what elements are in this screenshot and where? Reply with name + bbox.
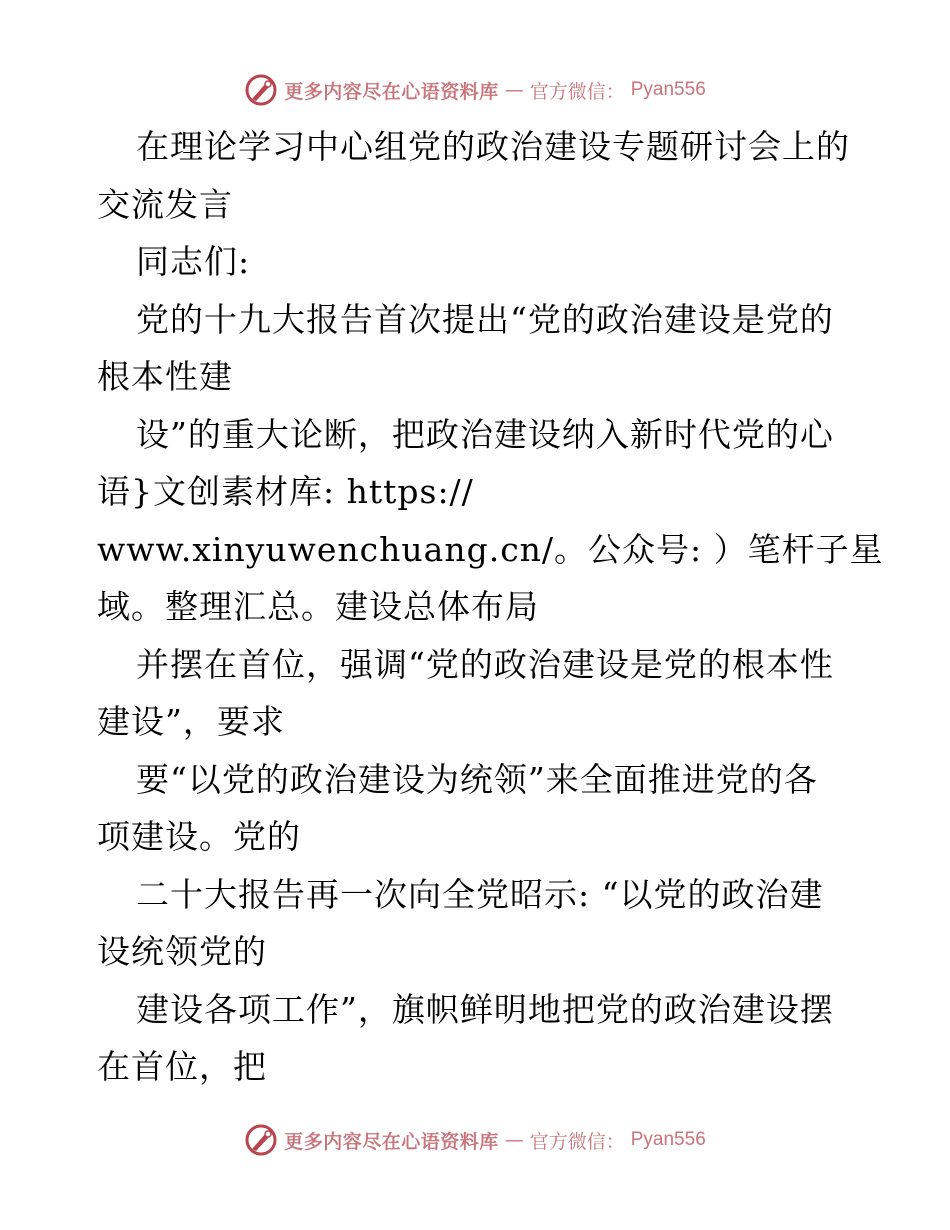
watermark-wechat-label: 官方微信： [529, 80, 625, 103]
text-line: 二十大报告再一次向全党昭示: “以党的政治建 [136, 874, 824, 914]
footer-watermark [0, 1120, 950, 1160]
text-line: 语}文创素材库: https:// [97, 472, 474, 511]
text-line: 交流发言 [97, 184, 233, 224]
text-line: 根本性建 [97, 357, 233, 396]
text-line: 项建设。党的 [97, 817, 301, 856]
watermark-dash: — [504, 79, 524, 101]
watermark-brand: 更多内容尽在心语资料库 [284, 80, 499, 103]
watermark-dash: — [504, 1129, 524, 1151]
text-line: 在首位，把 [97, 1047, 267, 1086]
text-line: 党的十九大报告首次提出“党的政治建设是党的 [136, 299, 834, 339]
text-line: 建设”，要求 [97, 702, 285, 741]
text-line: 设统领党的 [97, 932, 267, 971]
text-line: 并摆在首位，强调“党的政治建设是党的根本性 [136, 644, 834, 684]
text-line: www.xinyuwenchuang.cn/。公众号: ）笔杆子星 [97, 529, 884, 569]
header-watermark [0, 70, 950, 110]
pen-circle-logo-icon [244, 1123, 278, 1157]
document-body [97, 118, 884, 1096]
text-line: 设”的重大论断，把政治建设纳入新时代党的心 [136, 414, 834, 454]
pen-circle-logo-icon [244, 73, 278, 107]
watermark-wechat-id: Pyan556 [630, 1129, 706, 1150]
watermark-brand: 更多内容尽在心语资料库 [284, 1130, 499, 1153]
text-line: 同志们: [136, 242, 251, 281]
text-line: 在理论学习中心组党的政治建设专题研讨会上的 [136, 127, 850, 166]
watermark-wechat-label: 官方微信： [529, 1130, 625, 1153]
text-line: 要“以党的政治建设为统领”来全面推进党的各 [136, 759, 818, 799]
watermark-wechat-id: Pyan556 [630, 79, 706, 100]
text-line: 建设各项工作”，旗帜鲜明地把党的政治建设摆 [136, 989, 834, 1029]
text-line: 域。整理汇总。建设总体布局 [97, 587, 539, 626]
